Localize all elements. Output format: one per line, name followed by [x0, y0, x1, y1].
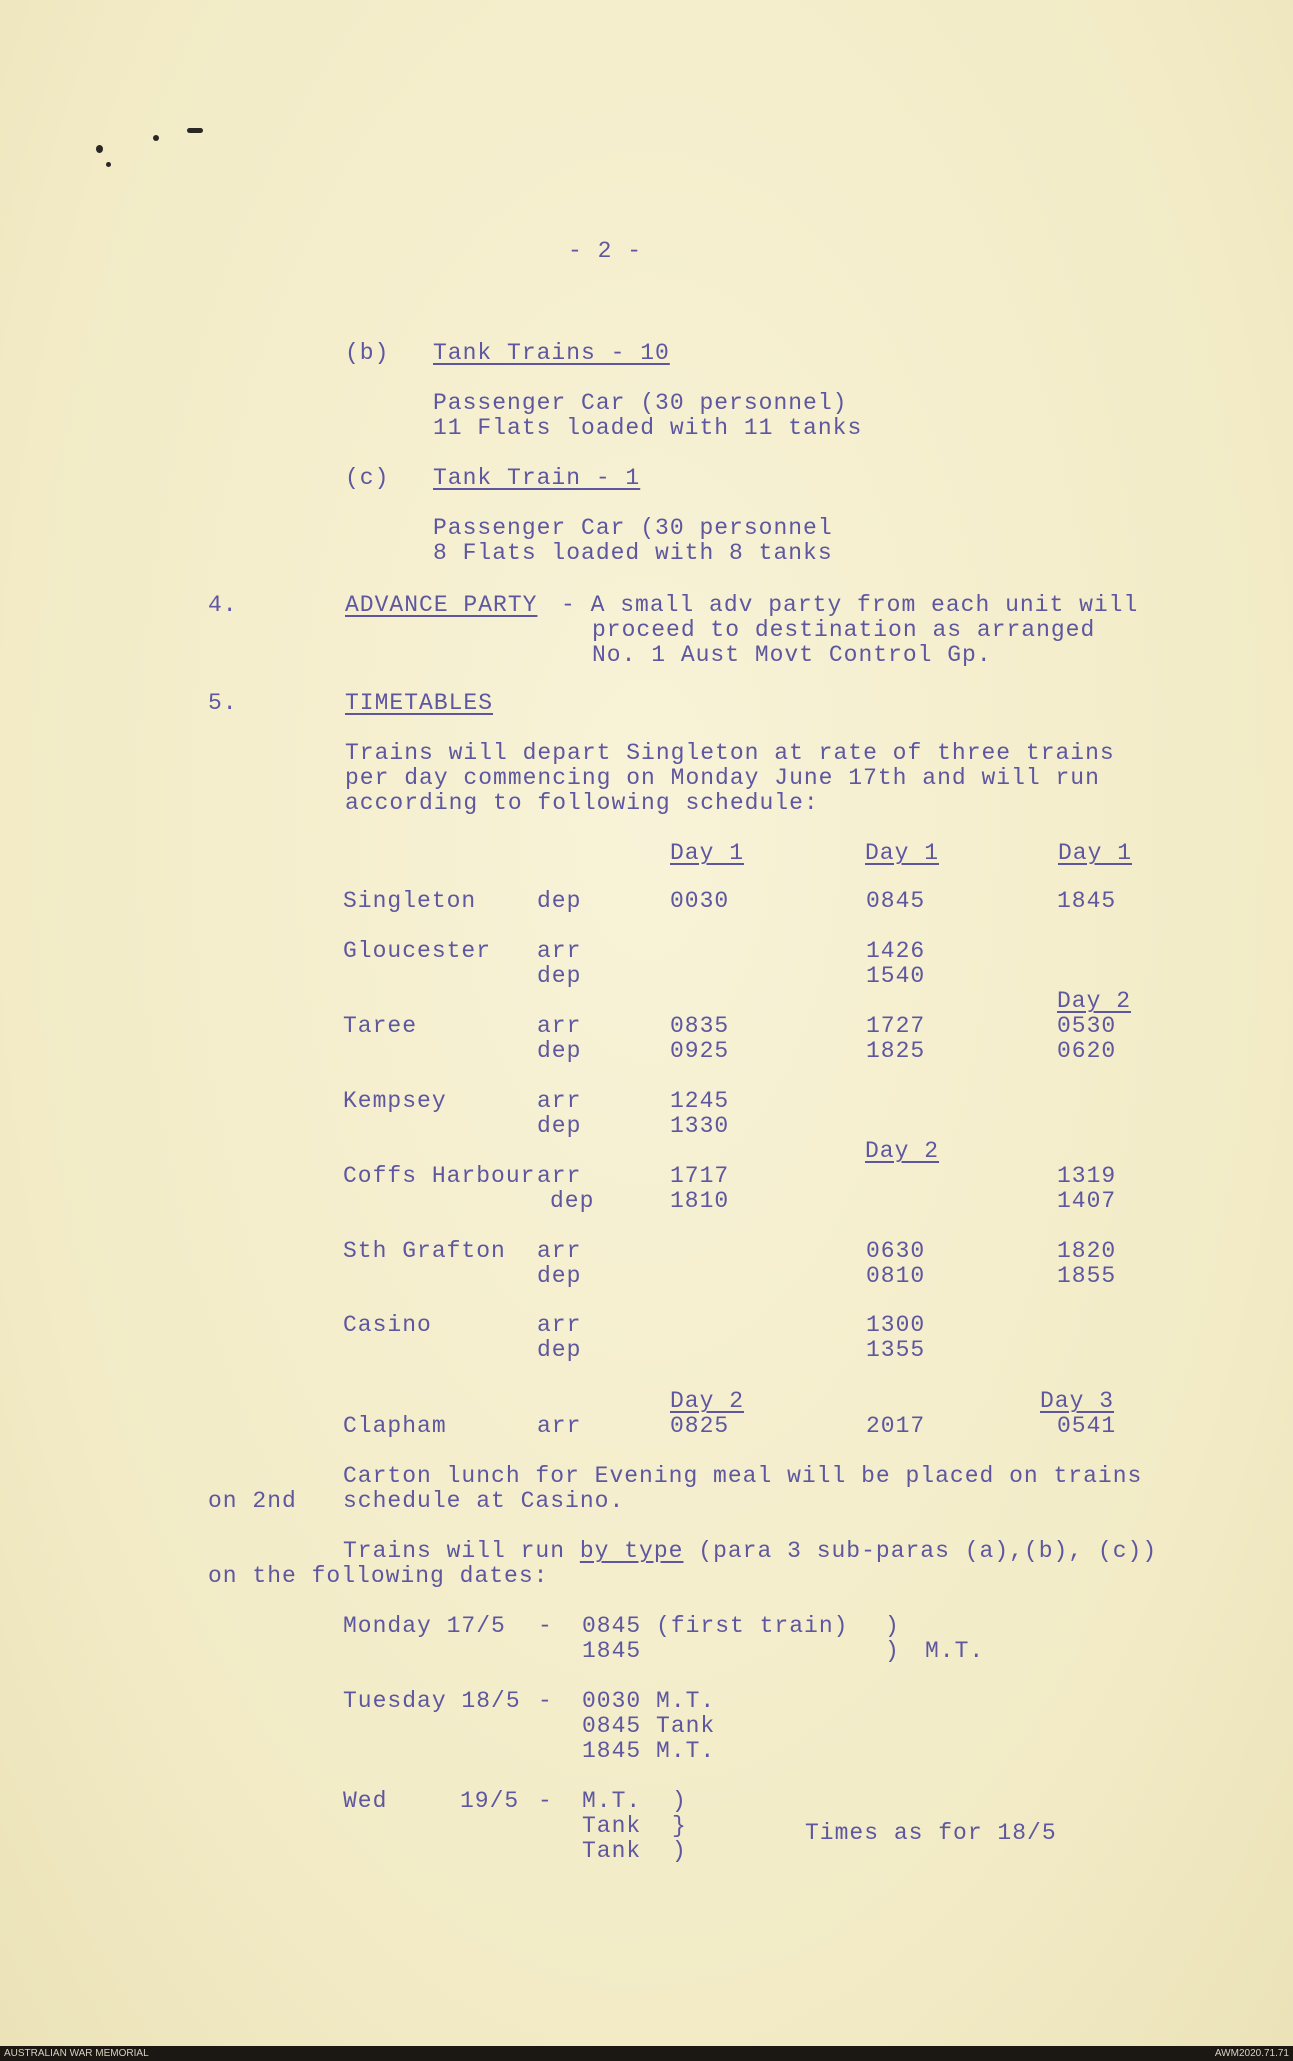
monday-brace2: ) — [885, 1638, 900, 1664]
para-5-heading: TIMETABLES — [345, 690, 494, 716]
para-5-intro3: according to following schedule: — [345, 790, 819, 816]
wed-dash: - — [538, 1788, 553, 1814]
station-casino: Casino — [343, 1312, 432, 1338]
tuesday-line1: 0030 M.T. — [582, 1688, 716, 1714]
singleton-time-2: 0845 — [866, 888, 926, 914]
clapham-arr-label: arr — [537, 1413, 582, 1439]
carton-line2: schedule at Casino. — [343, 1488, 625, 1514]
clapham-time-3: 0541 — [1057, 1413, 1117, 1439]
footer-accession: AWM2020.71.71 — [1214, 2048, 1289, 2059]
clapham-day-header-3: Day 3 — [1040, 1388, 1115, 1414]
station-sth-grafton: Sth Grafton — [343, 1238, 506, 1264]
grafton-arr-2: 0630 — [866, 1238, 926, 1264]
carton-prefix: on 2nd — [208, 1488, 297, 1514]
taree-day-header-3: Day 2 — [1057, 988, 1132, 1014]
singleton-time-1: 0030 — [670, 888, 730, 914]
timetable-col1-header: Day 1 — [670, 840, 745, 866]
tuesday-dash: - — [538, 1688, 553, 1714]
coffs-dep-label: dep — [550, 1188, 595, 1214]
station-taree: Taree — [343, 1013, 418, 1039]
kempsey-dep-1: 1330 — [670, 1113, 730, 1139]
taree-dep-2: 1825 — [866, 1038, 926, 1064]
casino-dep-label: dep — [537, 1337, 582, 1363]
gloucester-dep-label: dep — [537, 963, 582, 989]
tuesday-line3: 1845 M.T. — [582, 1738, 716, 1764]
wed-note: Times as for 18/5 — [805, 1820, 1057, 1846]
wed-brace1: ) — [672, 1788, 687, 1814]
taree-dep-label: dep — [537, 1038, 582, 1064]
coffs-arr-label: arr — [537, 1163, 582, 1189]
archive-footer — [0, 2046, 1293, 2061]
monday-dash: - — [538, 1613, 553, 1639]
bytype-line1 — [343, 1538, 1157, 1564]
ink-blot — [153, 135, 159, 141]
grafton-dep-3: 1855 — [1057, 1263, 1117, 1289]
para-4-text2: proceed to destination as arranged — [592, 617, 1096, 643]
station-kempsey: Kempsey — [343, 1088, 447, 1114]
taree-arr-3: 0530 — [1057, 1013, 1117, 1039]
wed-line3: Tank — [582, 1838, 642, 1864]
tuesday-line2: 0845 Tank — [582, 1713, 716, 1739]
para-4-number: 4. — [208, 592, 238, 618]
para-5-intro2: per day commencing on Monday June 17th and will run — [345, 765, 1100, 791]
section-c-title: Tank Train - 1 — [433, 465, 641, 491]
wed-line2: Tank — [582, 1813, 642, 1839]
kempsey-arr-label: arr — [537, 1088, 582, 1114]
wed-label: Wed — [343, 1788, 388, 1814]
section-c-label: (c) — [345, 465, 390, 491]
coffs-arr-3: 1319 — [1057, 1163, 1117, 1189]
taree-arr-label: arr — [537, 1013, 582, 1039]
monday-line2: 1845 — [582, 1638, 642, 1664]
section-b-line1: Passenger Car (30 personnel) — [433, 390, 848, 416]
monday-line1: 0845 (first train) — [582, 1613, 849, 1639]
gloucester-arr-label: arr — [537, 938, 582, 964]
grafton-dep-label: dep — [537, 1263, 582, 1289]
section-b-title: Tank Trains - 10 — [433, 340, 670, 366]
coffs-dep-3: 1407 — [1057, 1188, 1117, 1214]
ink-blot — [96, 145, 103, 153]
clapham-day-header-1: Day 2 — [670, 1388, 745, 1414]
taree-dep-3: 0620 — [1057, 1038, 1117, 1064]
taree-arr-2: 1727 — [866, 1013, 926, 1039]
clapham-time-2: 2017 — [866, 1413, 926, 1439]
section-b-label: (b) — [345, 340, 390, 366]
taree-dep-1: 0925 — [670, 1038, 730, 1064]
para-4-text1: - A small adv party from each unit will — [561, 592, 1139, 618]
gloucester-dep-2: 1540 — [866, 963, 926, 989]
station-gloucester: Gloucester — [343, 938, 492, 964]
monday-label: Monday 17/5 — [343, 1613, 506, 1639]
station-clapham: Clapham — [343, 1413, 447, 1439]
bytype-text-b: by type — [579, 1538, 684, 1564]
timetable-col2-header: Day 1 — [865, 840, 940, 866]
grafton-arr-label: arr — [537, 1238, 582, 1264]
bytype-line2: on the following dates: — [208, 1563, 549, 1589]
timetable-col3-header: Day 1 — [1058, 840, 1133, 866]
page-number: - 2 - — [568, 238, 643, 264]
singleton-dep-label: dep — [537, 888, 582, 914]
coffs-arr-1: 1717 — [670, 1163, 730, 1189]
bytype-text-c: (para 3 sub-paras (a),(b), (c)) — [683, 1538, 1158, 1564]
para-5-intro1: Trains will depart Singleton at rate of three trains — [345, 740, 1115, 766]
station-coffs-harbour: Coffs Harbour — [343, 1163, 536, 1189]
coffs-dep-1: 1810 — [670, 1188, 730, 1214]
casino-arr-label: arr — [537, 1312, 582, 1338]
gloucester-arr-2: 1426 — [866, 938, 926, 964]
station-singleton: Singleton — [343, 888, 477, 914]
kempsey-day-header-2: Day 2 — [865, 1138, 940, 1164]
wed-brace2: } — [672, 1813, 687, 1839]
casino-dep-2: 1355 — [866, 1337, 926, 1363]
ink-blot — [106, 162, 111, 167]
monday-brace1: ) — [885, 1613, 900, 1639]
bytype-text-a: Trains will run — [343, 1538, 580, 1564]
section-c-line2: 8 Flats loaded with 8 tanks — [433, 540, 833, 566]
footer-institution: AUSTRALIAN WAR MEMORIAL — [4, 2048, 149, 2059]
singleton-time-3: 1845 — [1057, 888, 1117, 914]
monday-type: M.T. — [925, 1638, 985, 1664]
kempsey-arr-1: 1245 — [670, 1088, 730, 1114]
section-c-line1: Passenger Car (30 personnel — [433, 515, 833, 541]
para-4-heading: ADVANCE PARTY — [345, 592, 538, 618]
wed-brace3: ) — [672, 1838, 687, 1864]
tuesday-label: Tuesday 18/5 — [343, 1688, 521, 1714]
ink-blot — [187, 128, 203, 133]
kempsey-dep-label: dep — [537, 1113, 582, 1139]
section-b-line2: 11 Flats loaded with 11 tanks — [433, 415, 863, 441]
grafton-dep-2: 0810 — [866, 1263, 926, 1289]
wed-line1: M.T. — [582, 1788, 642, 1814]
grafton-arr-3: 1820 — [1057, 1238, 1117, 1264]
clapham-time-1: 0825 — [670, 1413, 730, 1439]
casino-arr-2: 1300 — [866, 1312, 926, 1338]
para-5-number: 5. — [208, 690, 238, 716]
para-4-text3: No. 1 Aust Movt Control Gp. — [592, 642, 992, 668]
wed-date: 19/5 — [460, 1788, 520, 1814]
carton-line1: Carton lunch for Evening meal will be placed on trains — [343, 1463, 1143, 1489]
taree-arr-1: 0835 — [670, 1013, 730, 1039]
